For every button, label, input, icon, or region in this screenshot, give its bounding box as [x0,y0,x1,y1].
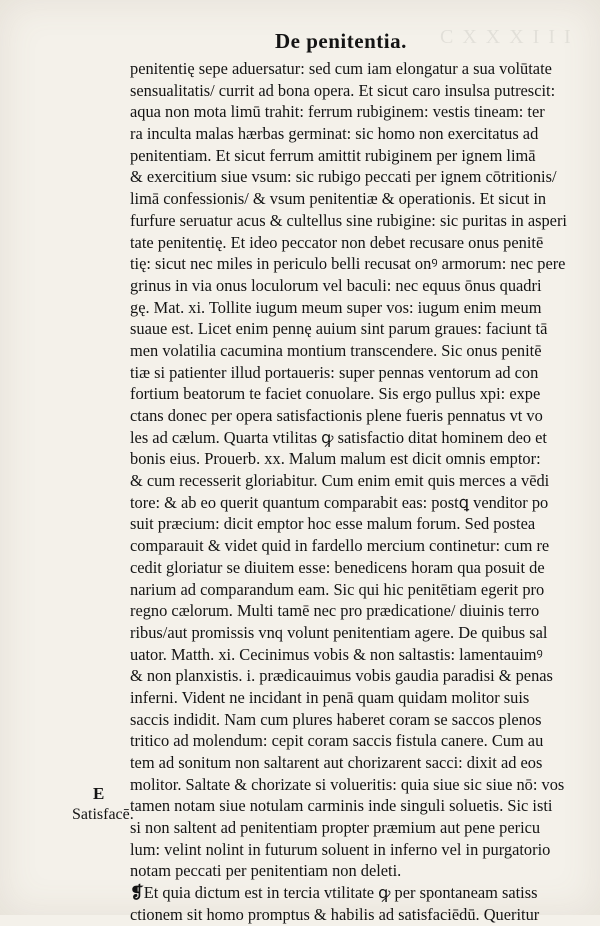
text-line-content: Et quia dictum est in tercia vtilitate ꝙ per spontaneam satiss [143,883,538,903]
text-line: tate penitentię. Et ideo peccator non debet recusare onus penitē [130,232,544,252]
text-line: fortium beatorum te faciet conuolare. Sis ergo pullus xpi: expe [130,384,541,404]
text-line: aqua non mota limū trahit: ferrum rubiginem: vestis tineam: ter [130,102,545,122]
text-line: narium ad comparandum eam. Sic qui hic penitētiam egerit pro [130,579,545,599]
page-title: De penitentia. [275,29,407,53]
text-line: men volatilia cacumina montium transcendere. Sic onus penitē [130,340,542,360]
bleed-through-page-number: C X X X I I I [440,26,573,48]
text-line: inferni. Vident ne incidant in penā quam quidam molitor suis [130,687,530,707]
body-text [130,58,570,926]
text-line: tiæ si patienter illud portaueris: super pennas ventorum ad con [130,362,539,382]
text-line: & exercitium siue vsum: sic rubigo peccati per ignem cōtritionis/ [130,167,557,187]
text-line: penitentiam. Et sicut ferrum amittit rubiginem per ignem limā [130,145,536,165]
text-line: lum: velint nolint in futurum soluent in inferno vel in purgatorio [130,839,551,859]
text-line: ribus/aut promissis vnq volunt penitentiam agere. De quibus sal [130,622,548,642]
text-line: grinus in via onus loculorum vel baculi: nec equus ōnus quadri [130,275,542,295]
text-line: ctionem sit homo promptus & habilis ad satisfaciēdū. Queritur [130,904,540,924]
text-line: uator. Matth. xi. Cecinimus vobis & non saltastis: lamentauimꝰ [130,644,543,664]
paragraph-mark-icon: ❡ [130,883,144,903]
text-line: ctans donec per opera satisfactionis plene fueris pennatus vt vo [130,406,543,425]
text-line [130,882,570,904]
text-line: comparauit & videt quid in fardello mercium continetur: cum re [130,536,550,556]
text-line: regno cælorum. Multi tamē nec pro prædicatione/ diuinis terro [130,601,540,621]
text-line: penitentię sepe aduersatur: sed cum iam elongatur a sua volūtate [130,59,552,78]
text-line: les ad cælum. Quarta vtilitas ꝙ satisfactio ditat hominem deo et [130,427,547,447]
text-line: limā confessionis/ & vsum penitentiæ & operationis. Et sicut in [130,189,547,209]
text-line: tore: & ab eo querit quantum comparabit eas: postꝗ venditor po [130,492,549,512]
text-line: tamen notam siue notulam carminis inde singuli soluetis. Sic isti [130,796,553,816]
text-line: suaue est. Licet enim pennę auium sint parum graues: faciunt tā [130,319,548,339]
text-line: sensualitatis/ currit ad bona opera. Et sicut caro insulsa putrescit: [130,80,556,100]
text-line: tem ad sonitum non saltarent aut chorizarent sacci: dixit ad eos [130,753,543,772]
text-line: & non planxistis. i. prædicauimus vobis gaudia paradisi & penas [130,666,553,686]
text-line: notam peccati per penitentiam non deleti. [130,861,402,881]
text-line: furfure seruatur acus & cultellus sine rubigine: sic puritas in asperi [130,210,567,230]
text-line: & cum recesserit gloriabitur. Cum enim emit quis merces a vēdi [130,471,550,491]
margin-note: Satisfacē. [72,806,134,823]
text-line: tię: sicut nec miles in periculo belli recusat onꝰ armorum: nec pere [130,254,566,274]
text-line: cedit gloriatur se diuitem esse: benedicens horam qua posuit de [130,557,545,577]
text-line: si non saltent ad penitentiam propter præmium aut pene pericu [130,818,541,838]
text-line: saccis indidit. Nam cum plures haberet coram se saccos plenos [130,709,542,729]
text-line: ra inculta malas hærbas germinat: sic homo non exercitatus ad [130,124,539,144]
text-line: gę. Mat. xi. Tollite iugum meum super vos: iugum enim meum [130,297,542,317]
text-line: suit præcium: dicit emptor hoc esse malum forum. Sed postea [130,514,536,534]
text-line: molitor. Saltate & chorizate si volueritis: quia siue sic siue nō: vos [130,774,565,794]
text-line: bonis eius. Prouerb. xx. Malum malum est dicit omnis emptor: [130,449,541,469]
text-line: tritico ad molendum: cepit coram saccis fistula canere. Cum au [130,731,544,751]
margin-section-letter: E [93,784,105,803]
